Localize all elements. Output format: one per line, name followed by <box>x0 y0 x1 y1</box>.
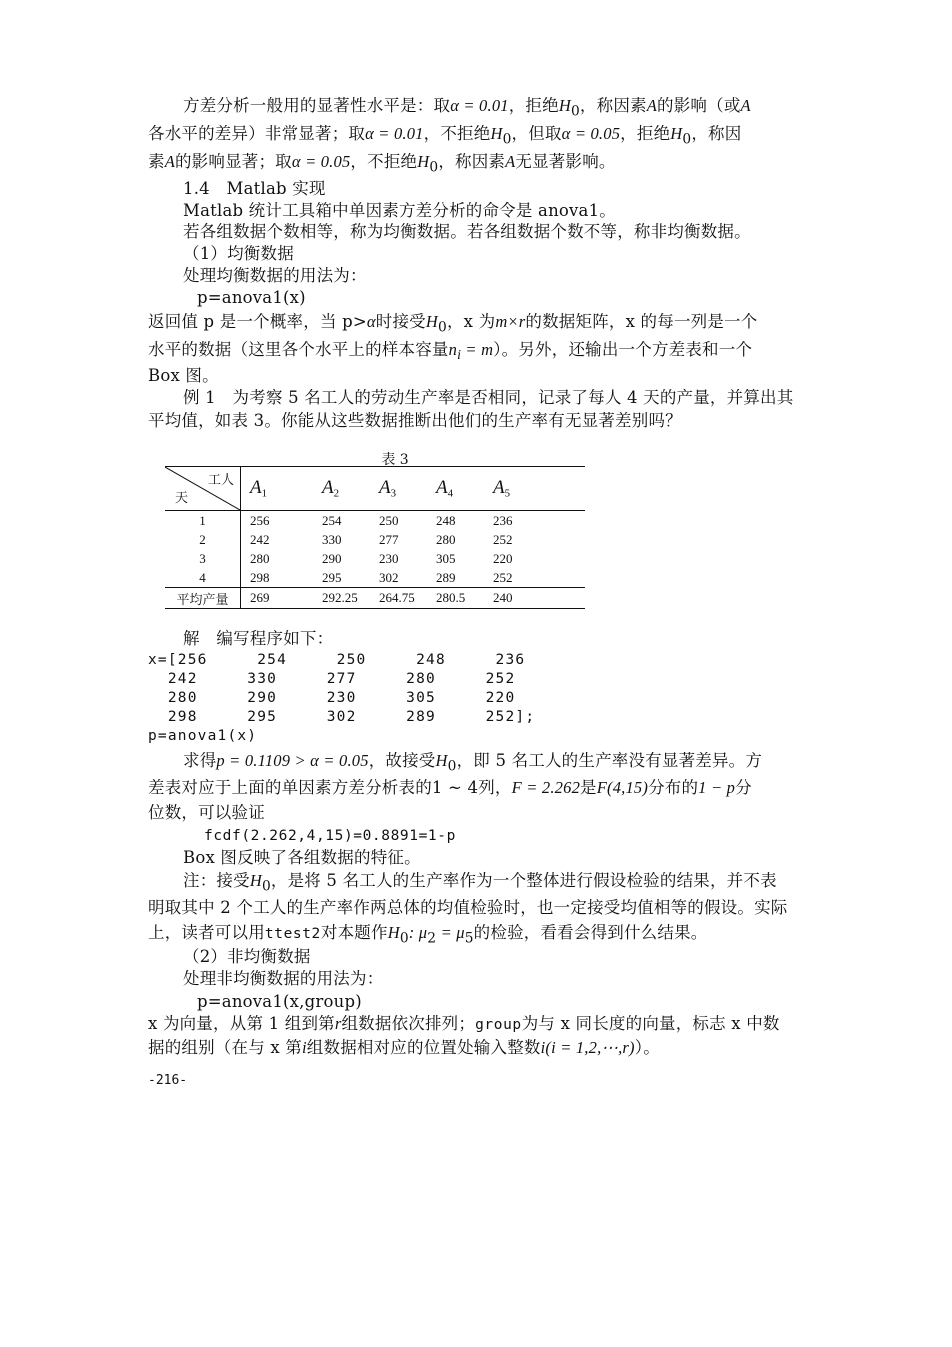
table-cell: 280 <box>436 531 456 547</box>
table-cell: 269 <box>241 588 314 609</box>
para-line: 水平的数据（这里各个水平上的样本容量$n_i = m$）。另外，还输出一个方差表和一个 <box>148 340 753 363</box>
note-line: 上，读者可以用ttest2对本题作$H_0$: $\mu_2 = \mu_5$的检验，看看会得到什么结果。 <box>148 923 708 947</box>
para-line: 差表对应于上面的单因素方差分析表的1 ~ 4列，F = 2.262是F(4,15)分布的1 − p分 <box>148 778 752 797</box>
column-header: $A_4$ <box>427 467 484 511</box>
page-number: -216- <box>148 1073 188 1088</box>
table-row <box>165 568 585 588</box>
code-line: fcdf(2.262,4,15)=0.8891=1-p <box>204 828 456 844</box>
subsection-heading: （1）均衡数据 <box>183 244 294 263</box>
column-header: $A_1$ <box>241 467 314 511</box>
section-heading: 1.4 Matlab 实现 <box>183 179 326 198</box>
row-label: 2 <box>165 530 241 549</box>
para-line: 据的组别（在与 x 第i组数据相对应的位置处输入整数i(i = 1,2,⋯,r)）。 <box>148 1038 660 1057</box>
table-cell: 295 <box>322 569 342 585</box>
para-line: 处理非均衡数据的用法为： <box>183 969 384 988</box>
table-row <box>165 530 585 549</box>
table-cell: 298 <box>250 569 270 585</box>
para-line: Box 图。 <box>148 366 219 385</box>
table-cell: 264.75 <box>370 588 427 609</box>
para-line: 解 编写程序如下： <box>183 629 334 648</box>
table-cell: 330 <box>322 531 342 547</box>
table-cell: 242 <box>250 531 270 547</box>
table-cell: 277 <box>379 531 399 547</box>
para-line: Box 图反映了各组数据的特征。 <box>183 848 421 867</box>
table-cell: 280 <box>250 550 270 566</box>
corner-top-label: 工人 <box>207 472 234 487</box>
table-cell: 302 <box>379 569 399 585</box>
table-row <box>165 549 585 568</box>
para-line: 位数，可以验证 <box>148 803 265 822</box>
code-line: 242 330 277 280 252 <box>148 671 516 687</box>
code-line: p=anova1(x) <box>148 728 258 744</box>
table-cell: 240 <box>484 588 585 609</box>
table-cell: 256 <box>250 512 270 528</box>
table-cell: 290 <box>322 550 342 566</box>
table-row <box>165 511 585 531</box>
table-cell: 292.25 <box>313 588 370 609</box>
row-label: 3 <box>165 549 241 568</box>
row-label: 平均产量 <box>165 588 241 609</box>
table-corner-cell <box>165 467 241 511</box>
para-line: 方差分析一般用的显著性水平是：取α = 0.01，拒绝$H_0$，称因素A的影响（或A <box>183 96 751 120</box>
table-cell: 305 <box>436 550 456 566</box>
code-line: x=[256 254 250 248 236 <box>148 652 526 668</box>
para-line: x 为向量，从第 1 组到第r组数据依次排列；group为与 x 同长度的向量，标志 x 中数 <box>148 1014 780 1033</box>
table-average-row <box>165 588 585 609</box>
para-line: 返回值 p 是一个概率，当 p>α时接受$H_0$，x 为m×r的数据矩阵，x 的每一列是一个 <box>148 312 758 336</box>
table-cell: 230 <box>379 550 399 566</box>
corner-bottom-label: 天 <box>175 490 189 505</box>
para-line: 处理均衡数据的用法为： <box>183 266 367 285</box>
table-cell: 220 <box>493 550 513 566</box>
column-header: $A_3$ <box>370 467 427 511</box>
code-line: 280 290 230 305 220 <box>148 690 516 706</box>
example-line: 平均值，如表 3。你能从这些数据推断出他们的生产率有无显著差别吗？ <box>148 411 682 430</box>
table-cell: 250 <box>379 512 399 528</box>
table-cell: 236 <box>493 512 513 528</box>
table-cell: 248 <box>436 512 456 528</box>
para-line: Matlab 统计工具箱中单因素方差分析的命令是 anova1。 <box>183 201 616 220</box>
table-cell: 252 <box>493 531 513 547</box>
note-line: 明取其中 2 个工人的生产率作两总体的均值检验时，也一定接受均值相等的假设。实际 <box>148 898 788 917</box>
row-label: 1 <box>165 511 241 531</box>
row-label: 4 <box>165 568 241 588</box>
para-line: 各水平的差异）非常显著；取α = 0.01，不拒绝$H_0$，但取α = 0.05，拒绝$H_0$，称因 <box>148 124 742 148</box>
note-line: 注：接受$H_0$，是将 5 名工人的生产率作为一个整体进行假设检验的结果，并不表 <box>183 871 777 895</box>
para-line: 若各组数据个数相等，称为均衡数据。若各组数据个数不等，称非均衡数据。 <box>183 222 751 241</box>
table-cell: 289 <box>436 569 456 585</box>
table-header-row <box>165 467 585 511</box>
para-line: 素A的影响显著；取α = 0.05，不拒绝$H_0$，称因素A无显著影响。 <box>148 152 616 176</box>
table-cell: 280.5 <box>427 588 484 609</box>
column-header: $A_2$ <box>313 467 370 511</box>
data-table <box>165 466 585 609</box>
table-caption: 表 3 <box>381 452 409 468</box>
table-cell: 252 <box>493 569 513 585</box>
table-cell: 254 <box>322 512 342 528</box>
subsection-heading: （2）非均衡数据 <box>183 947 311 966</box>
code-usage: p=anova1(x) <box>197 288 306 307</box>
code-line: 298 295 302 289 252]; <box>148 709 536 725</box>
para-line: 求得p = 0.1109 > α = 0.05，故接受$H_0$，即 5 名工人的生产率没有显著差异。方 <box>183 751 763 775</box>
code-usage: p=anova1(x,group) <box>197 992 362 1011</box>
column-header: $A_5$ <box>484 467 585 511</box>
example-line: 例 1 为考察 5 名工人的劳动生产率是否相同，记录了每人 4 天的产量，并算出其 <box>183 388 794 407</box>
